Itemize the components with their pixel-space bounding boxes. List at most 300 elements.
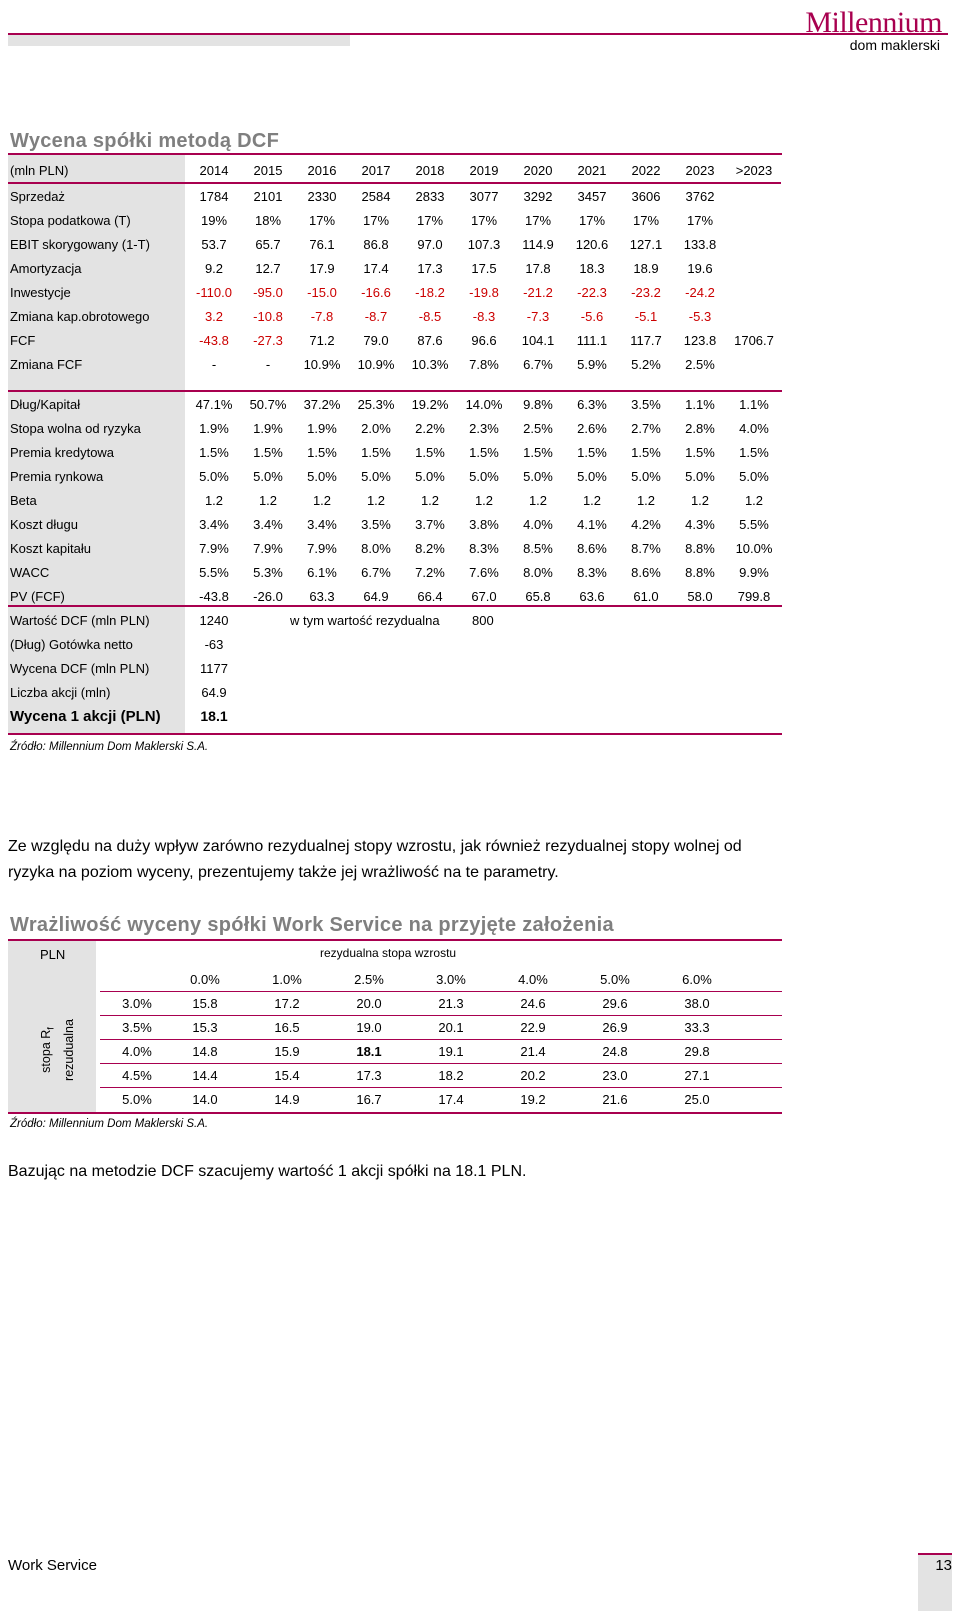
table-cell: 5.5% <box>199 564 229 580</box>
residual-value: 800 <box>472 613 494 628</box>
summary-row <box>8 656 241 680</box>
table-cell: 104.1 <box>521 332 555 348</box>
table-cell: 25.0 <box>684 1091 710 1107</box>
table-cell: 1.2 <box>528 492 548 508</box>
sens-row-label: 3.5% <box>122 1019 152 1035</box>
table-row <box>8 560 781 584</box>
row-header-sub: f <box>45 1027 56 1030</box>
dcf-source: Źródło: Millennium Dom Maklerski S.A. <box>10 741 209 753</box>
table-row <box>8 304 781 328</box>
table-cell: 7.9% <box>199 540 229 556</box>
row-label: Premia rynkowa <box>10 468 104 484</box>
table-cell: 1.5% <box>577 444 607 460</box>
summary-label: Wycena 1 akcji (PLN) <box>10 707 161 725</box>
table-cell: 2.6% <box>577 420 607 436</box>
table-cell: 5.9% <box>577 356 607 372</box>
row-label: Zmiana kap.obrotowego <box>10 308 150 324</box>
table-cell: 1.1% <box>739 396 769 412</box>
table-cell: 1.5% <box>253 444 283 460</box>
table-cell: 61.0 <box>633 588 659 604</box>
table-cell: 5.5% <box>739 516 769 532</box>
table-cell: 117.7 <box>630 332 662 348</box>
table-cell: 10.9% <box>303 356 341 372</box>
table-row <box>110 1039 738 1063</box>
table-cell: 18.1 <box>356 1043 382 1059</box>
table-cell: 4.3% <box>685 516 715 532</box>
table-cell: 799.8 <box>737 588 771 604</box>
table-cell: 5.0% <box>199 468 229 484</box>
table-cell: 8.3% <box>577 564 607 580</box>
table-cell: 1.9% <box>307 420 337 436</box>
table-cell: 2.5% <box>523 420 553 436</box>
table-cell: 133.8 <box>683 236 717 252</box>
table-cell: 17.3 <box>356 1067 382 1083</box>
table-cell: 64.9 <box>363 588 389 604</box>
table-cell: 18% <box>254 212 282 228</box>
table-cell: 8.2% <box>415 540 445 556</box>
table-cell: 2330 <box>307 188 337 204</box>
table-cell: -15.0 <box>307 284 337 300</box>
sensitivity-title-rule <box>8 939 782 941</box>
footer-rule <box>918 1553 952 1555</box>
table-cell: 65.7 <box>255 236 281 252</box>
table-cell: 16.7 <box>356 1091 382 1107</box>
table-cell: 2.0% <box>361 420 391 436</box>
table-cell: 1.5% <box>739 444 769 460</box>
footer-company: Work Service <box>8 1557 97 1574</box>
table-row <box>8 256 781 280</box>
table-cell: 5.0% <box>739 468 769 484</box>
summary-row <box>8 608 241 632</box>
table-cell: 1706.7 <box>734 332 774 348</box>
summary-label: Wycena DCF (mln PLN) <box>10 660 150 676</box>
table-cell: 1.5% <box>199 444 229 460</box>
logo-main-text: Millennium <box>805 6 942 39</box>
row-label: Dług/Kapitał <box>10 396 81 412</box>
table-cell <box>727 232 781 256</box>
row-label: Amortyzacja <box>10 260 82 276</box>
sens-empty-corner <box>110 967 164 991</box>
table-cell: 2584 <box>361 188 391 204</box>
table-cell: 17.8 <box>525 260 551 276</box>
summary-value: 1240 <box>199 612 229 628</box>
table-cell: 5.0% <box>523 468 553 484</box>
header-gray-band <box>8 35 350 46</box>
table-cell: 4.1% <box>577 516 607 532</box>
table-cell: 127.1 <box>629 236 663 252</box>
row-label: FCF <box>10 332 36 348</box>
table-row <box>8 328 781 352</box>
table-cell: 8.5% <box>523 540 553 556</box>
table-cell: 3.4% <box>253 516 283 532</box>
table-cell: -22.3 <box>577 284 607 300</box>
row-label: Koszt kapitału <box>10 540 91 556</box>
table-cell: 3762 <box>685 188 715 204</box>
year-header: 2020 <box>511 158 565 183</box>
table-cell <box>727 256 781 280</box>
row-label: PV (FCF) <box>10 588 65 604</box>
table-row <box>110 991 738 1015</box>
table-row <box>8 392 781 416</box>
table-cell: 17.2 <box>274 995 300 1011</box>
table-cell: 25.3% <box>357 396 395 412</box>
table-row <box>8 440 781 464</box>
table-cell: 50.7% <box>249 396 287 412</box>
table-cell: -5.6 <box>580 308 604 324</box>
table-cell: 9.8% <box>523 396 553 412</box>
table-cell: 3.4% <box>307 516 337 532</box>
table-cell: 14.4 <box>192 1067 218 1083</box>
year-header: 2016 <box>295 158 349 183</box>
table-cell: 1.5% <box>415 444 445 460</box>
table-cell: 3077 <box>469 188 499 204</box>
table-cell: 3.8% <box>469 516 499 532</box>
table-cell: 58.0 <box>687 588 713 604</box>
table-cell: 19% <box>200 212 228 228</box>
table-cell <box>727 208 781 232</box>
table-cell: -5.1 <box>634 308 658 324</box>
table-cell: 10.0% <box>735 540 773 556</box>
table-cell: -7.3 <box>526 308 550 324</box>
table-cell: -8.3 <box>472 308 496 324</box>
year-header: >2023 <box>727 158 781 183</box>
table-cell: 7.2% <box>415 564 445 580</box>
dcf-table-wacc <box>8 392 781 608</box>
year-header: 2022 <box>619 158 673 183</box>
table-row <box>8 512 781 536</box>
dcf-header-label: (mln PLN) <box>8 158 187 183</box>
table-cell: 5.0% <box>631 468 661 484</box>
table-cell: 1.5% <box>631 444 661 460</box>
table-cell: 18.3 <box>579 260 605 276</box>
conclusion-paragraph: Bazując na metodzie DCF szacujemy wartość 1 akcji spółki na 18.1 PLN. <box>8 1163 527 1180</box>
table-cell: 3.2 <box>204 308 224 324</box>
table-cell: 5.3% <box>253 564 283 580</box>
table-cell: 1.5% <box>307 444 337 460</box>
table-cell: -23.2 <box>631 284 661 300</box>
row-label: Stopa podatkowa (T) <box>10 212 131 228</box>
table-cell: 15.9 <box>274 1043 300 1059</box>
row-label: Premia kredytowa <box>10 444 115 460</box>
sens-col-label: 5.0% <box>600 971 630 987</box>
table-row <box>110 1063 738 1087</box>
year-header: 2014 <box>187 158 241 183</box>
table-cell: 7.9% <box>253 540 283 556</box>
table-cell: -21.2 <box>523 284 553 300</box>
table-cell: 66.4 <box>417 588 443 604</box>
dcf-title-rule <box>8 153 782 155</box>
table-cell: 8.8% <box>685 540 715 556</box>
table-row <box>8 488 781 512</box>
table-cell: 107.3 <box>467 236 501 252</box>
table-cell: 63.3 <box>309 588 335 604</box>
table-cell: 14.8 <box>192 1043 218 1059</box>
table-cell: 24.6 <box>520 995 546 1011</box>
table-cell: 5.0% <box>469 468 499 484</box>
table-cell: 5.0% <box>361 468 391 484</box>
sensitivity-row-header <box>37 1007 77 1093</box>
table-cell: 19.1 <box>438 1043 464 1059</box>
dcf-header-row <box>8 158 781 183</box>
sens-col-label: 1.0% <box>272 971 302 987</box>
millennium-logo <box>700 2 950 53</box>
table-cell: - <box>211 356 217 372</box>
table-cell: 2101 <box>253 188 283 204</box>
table-cell: - <box>265 356 271 372</box>
summary-row <box>8 680 241 704</box>
table-cell: 1.1% <box>685 396 715 412</box>
table-cell: 29.8 <box>684 1043 710 1059</box>
table-cell: 9.9% <box>739 564 769 580</box>
sens-line-2 <box>100 1015 782 1016</box>
table-cell: 2.7% <box>631 420 661 436</box>
table-cell: 67.0 <box>471 588 497 604</box>
sens-header-row <box>110 967 738 991</box>
dcf-summary-table <box>8 608 241 728</box>
sensitivity-bottom-rule <box>8 1112 782 1114</box>
table-cell <box>727 183 781 208</box>
table-cell: 97.0 <box>417 236 443 252</box>
year-header: 2021 <box>565 158 619 183</box>
table-cell: 6.3% <box>577 396 607 412</box>
table-cell: 1.5% <box>685 444 715 460</box>
table-cell: 3.5% <box>631 396 661 412</box>
row-label: Zmiana FCF <box>10 356 83 372</box>
dcf-bottom-rule <box>8 733 782 735</box>
summary-label: Wartość DCF (mln PLN) <box>10 612 150 628</box>
sensitivity-intro-paragraph: Ze względu na duży wpływ zarówno rezydualnej stopy wzrostu, jak również rezydualnej stopy wolnej od ryzyka na poziom wyceny, prezentujemy także jej wrażliwość na te parametry. <box>8 838 742 881</box>
table-cell: 3.4% <box>199 516 229 532</box>
sensitivity-corner: PLN <box>40 947 66 962</box>
table-cell: 15.4 <box>274 1067 300 1083</box>
sensitivity-source: Źródło: Millennium Dom Maklerski S.A. <box>10 1118 209 1130</box>
table-cell: 120.6 <box>575 236 609 252</box>
residual-label: w tym wartość rezydualna <box>290 613 440 628</box>
row-label: Inwestycje <box>10 284 71 300</box>
table-cell: 1.5% <box>361 444 391 460</box>
table-cell: 3457 <box>577 188 607 204</box>
sens-col-label: 2.5% <box>354 971 384 987</box>
table-cell: 20.0 <box>356 995 382 1011</box>
summary-value: 64.9 <box>201 684 227 700</box>
table-row <box>8 183 781 208</box>
summary-value: -63 <box>204 636 224 652</box>
sens-row-label: 4.0% <box>122 1043 152 1059</box>
table-cell: 17% <box>524 212 552 228</box>
table-cell: 1.2 <box>258 492 278 508</box>
table-cell: 4.0% <box>739 420 769 436</box>
table-cell: 5.0% <box>307 468 337 484</box>
table-cell: 26.9 <box>602 1019 628 1035</box>
table-cell: 17% <box>416 212 444 228</box>
table-cell: 10.3% <box>411 356 449 372</box>
table-cell: 2.2% <box>415 420 445 436</box>
table-cell: 9.2 <box>204 260 224 276</box>
table-cell <box>727 352 781 376</box>
sens-row-label: 3.0% <box>122 995 152 1011</box>
table-cell: 87.6 <box>417 332 443 348</box>
table-cell: -19.8 <box>469 284 499 300</box>
table-cell: 1.9% <box>253 420 283 436</box>
summary-value: 18.1 <box>200 708 228 724</box>
table-cell: 37.2% <box>303 396 341 412</box>
table-cell: 7.9% <box>307 540 337 556</box>
table-cell: 6.7% <box>523 356 553 372</box>
table-cell: 17% <box>308 212 336 228</box>
table-cell: 17% <box>686 212 714 228</box>
row-label: Koszt długu <box>10 516 78 532</box>
table-cell: 63.6 <box>579 588 605 604</box>
table-cell: 1.2 <box>474 492 494 508</box>
table-cell: 21.6 <box>602 1091 628 1107</box>
table-cell <box>727 280 781 304</box>
table-cell: 1.5% <box>469 444 499 460</box>
summary-row <box>8 704 241 728</box>
table-cell: -18.2 <box>415 284 445 300</box>
table-cell: 17% <box>632 212 660 228</box>
row-header-main: stopa R <box>39 1029 53 1073</box>
table-cell: 65.8 <box>525 588 551 604</box>
sens-row-label: 4.5% <box>122 1067 152 1083</box>
logo-sub-text: dom maklerski <box>849 37 940 53</box>
table-row <box>110 1015 738 1039</box>
table-cell: 14.0% <box>465 396 503 412</box>
table-cell: 5.2% <box>631 356 661 372</box>
table-cell: 22.9 <box>520 1019 546 1035</box>
table-cell: 17.4 <box>363 260 389 276</box>
table-cell: 18.2 <box>438 1067 464 1083</box>
table-cell: 3.5% <box>361 516 391 532</box>
sensitivity-col-header: rezydualna stopa wzrostu <box>320 946 457 960</box>
table-cell: 86.8 <box>363 236 389 252</box>
table-row <box>8 352 781 376</box>
table-cell: 96.6 <box>471 332 497 348</box>
dcf-title: Wycena spółki metodą DCF <box>10 130 280 152</box>
table-cell: 2.8% <box>685 420 715 436</box>
table-cell: 3.7% <box>415 516 445 532</box>
year-header: 2015 <box>241 158 295 183</box>
table-cell: 5.0% <box>415 468 445 484</box>
table-cell: 20.1 <box>438 1019 464 1035</box>
table-cell: 1.2 <box>312 492 332 508</box>
table-cell: 19.2% <box>411 396 449 412</box>
table-cell: 4.2% <box>631 516 661 532</box>
table-cell: 4.0% <box>523 516 553 532</box>
table-cell: 29.6 <box>602 995 628 1011</box>
table-cell: 17.3 <box>417 260 443 276</box>
table-cell: 71.2 <box>309 332 335 348</box>
sens-line-1 <box>100 991 782 992</box>
table-cell: 1.2 <box>744 492 764 508</box>
table-cell: 2.3% <box>469 420 499 436</box>
summary-label: (Dług) Gotówka netto <box>10 636 133 652</box>
table-cell: 10.9% <box>357 356 395 372</box>
table-cell: 3606 <box>631 188 661 204</box>
table-cell: 8.0% <box>361 540 391 556</box>
sens-line-4 <box>100 1063 782 1064</box>
table-row <box>8 208 781 232</box>
year-header: 2023 <box>673 158 727 183</box>
table-cell: 1.2 <box>366 492 386 508</box>
table-cell: 123.8 <box>683 332 717 348</box>
table-cell: 17% <box>362 212 390 228</box>
table-cell: 76.1 <box>309 236 335 252</box>
summary-row <box>8 632 241 656</box>
table-cell: -27.3 <box>253 332 283 348</box>
table-cell: 8.8% <box>685 564 715 580</box>
table-cell: -110.0 <box>196 284 232 300</box>
dcf-divider-2 <box>8 605 782 607</box>
table-cell: 14.0 <box>192 1091 218 1107</box>
table-cell: 47.1% <box>195 396 233 412</box>
table-cell: 27.1 <box>684 1067 710 1083</box>
table-cell: 21.3 <box>438 995 464 1011</box>
table-cell: 38.0 <box>684 995 710 1011</box>
table-cell: 1.2 <box>420 492 440 508</box>
table-cell: 19.6 <box>687 260 713 276</box>
row-header-2: rezudualna <box>61 1019 76 1081</box>
year-header: 2019 <box>457 158 511 183</box>
table-cell: 79.0 <box>363 332 389 348</box>
table-cell: 14.9 <box>274 1091 300 1107</box>
table-cell: -10.8 <box>253 308 283 324</box>
table-row <box>8 416 781 440</box>
table-cell: 8.7% <box>631 540 661 556</box>
table-cell: 8.6% <box>577 540 607 556</box>
table-cell: 111.1 <box>576 332 608 348</box>
sens-line-5 <box>100 1087 782 1088</box>
table-cell: 5.0% <box>577 468 607 484</box>
summary-value: 1177 <box>200 660 228 676</box>
sensitivity-title: Wrażliwość wyceny spółki Work Service na przyjęte założenia <box>10 914 614 936</box>
table-cell: 19.0 <box>356 1019 382 1035</box>
table-row <box>8 536 781 560</box>
table-cell: 15.8 <box>192 995 218 1011</box>
table-cell: -7.8 <box>310 308 334 324</box>
table-cell: -43.8 <box>199 588 229 604</box>
dcf-table-cashflow <box>8 158 781 376</box>
table-cell: 3292 <box>523 188 553 204</box>
table-cell: 21.4 <box>520 1043 546 1059</box>
table-cell: 8.3% <box>469 540 499 556</box>
table-cell: -8.5 <box>418 308 442 324</box>
table-cell: 1.2 <box>636 492 656 508</box>
table-cell: 8.0% <box>523 564 553 580</box>
table-cell: 16.5 <box>274 1019 300 1035</box>
table-cell: 2833 <box>415 188 445 204</box>
table-cell: 1.9% <box>199 420 229 436</box>
table-cell: -8.7 <box>364 308 388 324</box>
table-cell: 17.4 <box>438 1091 464 1107</box>
table-cell: 17.5 <box>471 260 497 276</box>
sens-col-label: 6.0% <box>682 971 712 987</box>
table-cell: 6.1% <box>307 564 337 580</box>
page-number: 13 <box>935 1557 952 1574</box>
sens-col-label: 0.0% <box>190 971 220 987</box>
table-cell: 19.2 <box>520 1091 546 1107</box>
table-cell: 17% <box>578 212 606 228</box>
table-row <box>8 464 781 488</box>
table-cell: 33.3 <box>684 1019 710 1035</box>
sens-line-3 <box>100 1039 782 1040</box>
table-cell: 7.6% <box>469 564 499 580</box>
table-cell: 7.8% <box>469 356 499 372</box>
table-cell: 23.0 <box>602 1067 628 1083</box>
table-cell: 15.3 <box>192 1019 218 1035</box>
row-label: Stopa wolna od ryzyka <box>10 420 141 436</box>
table-cell: -5.3 <box>688 308 712 324</box>
table-cell: -26.0 <box>253 588 283 604</box>
